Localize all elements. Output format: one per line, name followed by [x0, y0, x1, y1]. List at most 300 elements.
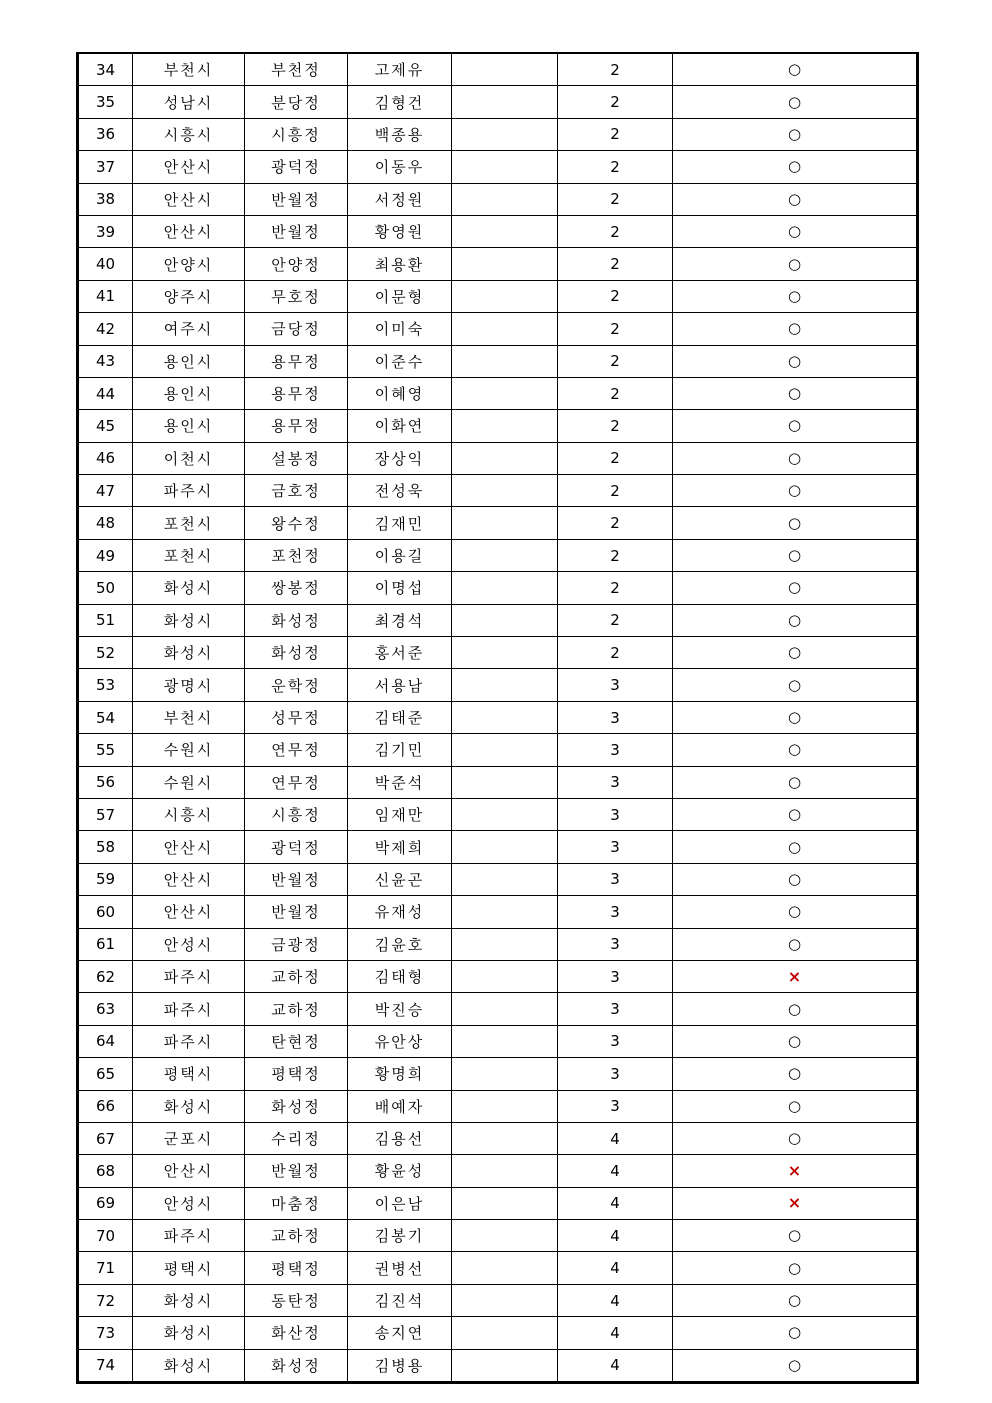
- cell-club: 반월정: [245, 183, 348, 215]
- cell-city: 안성시: [133, 928, 245, 960]
- cell-name: 김윤호: [348, 928, 452, 960]
- cell-city: 이천시: [133, 442, 245, 474]
- cell-count: 2: [558, 442, 673, 474]
- cell-name: 최경석: [348, 604, 452, 636]
- cell-count: 2: [558, 475, 673, 507]
- cell-no: 39: [78, 215, 133, 247]
- cell-count: 2: [558, 280, 673, 312]
- table-row: [78, 53, 918, 86]
- cell-city: 시흥시: [133, 798, 245, 830]
- cell-city: 안성시: [133, 1187, 245, 1219]
- cell-no: 48: [78, 507, 133, 539]
- cell-count: 3: [558, 960, 673, 992]
- cell-blank: [452, 960, 558, 992]
- cell-mark: ○: [673, 313, 918, 345]
- cell-blank: [452, 1122, 558, 1154]
- cell-club: 화성정: [245, 604, 348, 636]
- cell-club: 무호정: [245, 280, 348, 312]
- cell-mark: ○: [673, 86, 918, 118]
- cell-mark: ×: [673, 1187, 918, 1219]
- cell-blank: [452, 215, 558, 247]
- cell-blank: [452, 377, 558, 409]
- table-row: [78, 1025, 918, 1057]
- cell-mark: ○: [673, 475, 918, 507]
- cell-name: 권병선: [348, 1252, 452, 1284]
- cell-name: 신윤곤: [348, 863, 452, 895]
- cell-club: 설봉정: [245, 442, 348, 474]
- cell-count: 2: [558, 604, 673, 636]
- cell-blank: [452, 539, 558, 571]
- cell-city: 군포시: [133, 1122, 245, 1154]
- cell-city: 부천시: [133, 701, 245, 733]
- cell-club: 부천정: [245, 53, 348, 86]
- cell-club: 용무정: [245, 377, 348, 409]
- cell-name: 김태준: [348, 701, 452, 733]
- cell-no: 58: [78, 831, 133, 863]
- cell-no: 45: [78, 410, 133, 442]
- cell-city: 화성시: [133, 1284, 245, 1316]
- cell-city: 광명시: [133, 669, 245, 701]
- cell-city: 안산시: [133, 1155, 245, 1187]
- cell-no: 73: [78, 1317, 133, 1349]
- table-row: [78, 86, 918, 118]
- cell-no: 67: [78, 1122, 133, 1154]
- cell-name: 박제희: [348, 831, 452, 863]
- table-row: [78, 507, 918, 539]
- cell-name: 고제유: [348, 53, 452, 86]
- cell-no: 66: [78, 1090, 133, 1122]
- cell-count: 3: [558, 928, 673, 960]
- table-row: [78, 1220, 918, 1252]
- cell-club: 반월정: [245, 896, 348, 928]
- cell-no: 42: [78, 313, 133, 345]
- cell-club: 화성정: [245, 1349, 348, 1382]
- cell-city: 파주시: [133, 993, 245, 1025]
- table-row: [78, 280, 918, 312]
- cell-blank: [452, 766, 558, 798]
- table-row: [78, 1155, 918, 1187]
- cell-name: 김형건: [348, 86, 452, 118]
- table-row: [78, 377, 918, 409]
- cell-mark: ○: [673, 183, 918, 215]
- cell-mark: ○: [673, 1090, 918, 1122]
- table-row: [78, 863, 918, 895]
- cell-club: 포천정: [245, 539, 348, 571]
- cell-club: 반월정: [245, 215, 348, 247]
- cell-city: 수원시: [133, 734, 245, 766]
- cell-club: 동탄정: [245, 1284, 348, 1316]
- roster-body: [78, 53, 918, 1383]
- table-row: [78, 1090, 918, 1122]
- cell-blank: [452, 1025, 558, 1057]
- cell-blank: [452, 1058, 558, 1090]
- cell-blank: [452, 183, 558, 215]
- cell-count: 2: [558, 410, 673, 442]
- table-row: [78, 1317, 918, 1349]
- cell-name: 임재만: [348, 798, 452, 830]
- cell-blank: [452, 1220, 558, 1252]
- cell-count: 2: [558, 345, 673, 377]
- cell-count: 4: [558, 1252, 673, 1284]
- cell-blank: [452, 475, 558, 507]
- cell-count: 4: [558, 1349, 673, 1382]
- cell-count: 4: [558, 1187, 673, 1219]
- cell-mark: ○: [673, 248, 918, 280]
- cell-name: 김태형: [348, 960, 452, 992]
- cell-count: 4: [558, 1122, 673, 1154]
- cell-mark: ○: [673, 1220, 918, 1252]
- cell-count: 3: [558, 766, 673, 798]
- cell-no: 64: [78, 1025, 133, 1057]
- cell-name: 최용환: [348, 248, 452, 280]
- cell-count: 2: [558, 183, 673, 215]
- cell-count: 3: [558, 831, 673, 863]
- cell-name: 김용선: [348, 1122, 452, 1154]
- cell-mark: ×: [673, 1155, 918, 1187]
- cell-count: 2: [558, 118, 673, 150]
- cell-no: 35: [78, 86, 133, 118]
- cell-no: 55: [78, 734, 133, 766]
- table-row: [78, 993, 918, 1025]
- cell-mark: ○: [673, 572, 918, 604]
- cell-city: 파주시: [133, 475, 245, 507]
- cell-name: 서정원: [348, 183, 452, 215]
- cell-name: 유안상: [348, 1025, 452, 1057]
- cell-name: 이혜영: [348, 377, 452, 409]
- cell-blank: [452, 701, 558, 733]
- cell-blank: [452, 863, 558, 895]
- cell-count: 3: [558, 1090, 673, 1122]
- cell-mark: ○: [673, 928, 918, 960]
- cell-city: 파주시: [133, 960, 245, 992]
- table-row: [78, 475, 918, 507]
- cell-no: 60: [78, 896, 133, 928]
- table-row: [78, 539, 918, 571]
- table-row: [78, 442, 918, 474]
- cell-mark: ○: [673, 53, 918, 86]
- cell-city: 수원시: [133, 766, 245, 798]
- cell-count: 3: [558, 734, 673, 766]
- cell-count: 2: [558, 53, 673, 86]
- cell-mark: ○: [673, 831, 918, 863]
- cell-mark: ○: [673, 345, 918, 377]
- cell-club: 금당정: [245, 313, 348, 345]
- cell-name: 이명섭: [348, 572, 452, 604]
- cell-club: 탄현정: [245, 1025, 348, 1057]
- cell-club: 수리정: [245, 1122, 348, 1154]
- table-row: [78, 831, 918, 863]
- cell-city: 부천시: [133, 53, 245, 86]
- cell-count: 2: [558, 86, 673, 118]
- table-row: [78, 151, 918, 183]
- cell-no: 70: [78, 1220, 133, 1252]
- cell-city: 여주시: [133, 313, 245, 345]
- table-row: [78, 1187, 918, 1219]
- cell-no: 41: [78, 280, 133, 312]
- cell-mark: ○: [673, 993, 918, 1025]
- cell-city: 파주시: [133, 1025, 245, 1057]
- cell-no: 52: [78, 637, 133, 669]
- cell-name: 송지연: [348, 1317, 452, 1349]
- cell-count: 2: [558, 313, 673, 345]
- cell-city: 화성시: [133, 604, 245, 636]
- cell-city: 포천시: [133, 539, 245, 571]
- cell-blank: [452, 604, 558, 636]
- cell-blank: [452, 1317, 558, 1349]
- cell-no: 63: [78, 993, 133, 1025]
- cell-city: 용인시: [133, 345, 245, 377]
- cell-no: 38: [78, 183, 133, 215]
- table-row: [78, 215, 918, 247]
- cell-mark: ○: [673, 507, 918, 539]
- cell-club: 교하정: [245, 993, 348, 1025]
- cell-blank: [452, 637, 558, 669]
- table-row: [78, 1284, 918, 1316]
- cell-name: 이준수: [348, 345, 452, 377]
- table-row: [78, 896, 918, 928]
- cell-no: 57: [78, 798, 133, 830]
- cell-no: 37: [78, 151, 133, 183]
- cell-name: 배예자: [348, 1090, 452, 1122]
- cell-city: 안양시: [133, 248, 245, 280]
- cell-count: 3: [558, 1058, 673, 1090]
- cell-mark: ○: [673, 798, 918, 830]
- cell-count: 3: [558, 993, 673, 1025]
- cell-mark: ○: [673, 701, 918, 733]
- cell-count: 2: [558, 377, 673, 409]
- table-row: [78, 604, 918, 636]
- cell-mark: ○: [673, 151, 918, 183]
- cell-club: 교하정: [245, 960, 348, 992]
- cell-blank: [452, 831, 558, 863]
- cell-city: 안산시: [133, 183, 245, 215]
- cell-blank: [452, 53, 558, 86]
- cell-blank: [452, 993, 558, 1025]
- cell-city: 안산시: [133, 151, 245, 183]
- cell-club: 운학정: [245, 669, 348, 701]
- cell-name: 홍서준: [348, 637, 452, 669]
- cell-no: 59: [78, 863, 133, 895]
- cell-mark: ○: [673, 1122, 918, 1154]
- cell-blank: [452, 86, 558, 118]
- cell-club: 금호정: [245, 475, 348, 507]
- cell-city: 용인시: [133, 410, 245, 442]
- table-row: [78, 410, 918, 442]
- cell-count: 3: [558, 669, 673, 701]
- cell-name: 백종용: [348, 118, 452, 150]
- cell-blank: [452, 1252, 558, 1284]
- cell-count: 4: [558, 1155, 673, 1187]
- cell-count: 2: [558, 215, 673, 247]
- cell-name: 김진석: [348, 1284, 452, 1316]
- cell-no: 74: [78, 1349, 133, 1382]
- cell-name: 이미숙: [348, 313, 452, 345]
- cell-club: 안양정: [245, 248, 348, 280]
- cell-name: 황영원: [348, 215, 452, 247]
- table-row: [78, 248, 918, 280]
- cell-city: 용인시: [133, 377, 245, 409]
- cell-club: 용무정: [245, 345, 348, 377]
- cell-no: 46: [78, 442, 133, 474]
- cell-name: 서용남: [348, 669, 452, 701]
- cell-mark: ○: [673, 896, 918, 928]
- cell-name: 황명희: [348, 1058, 452, 1090]
- cell-club: 금광정: [245, 928, 348, 960]
- cell-blank: [452, 669, 558, 701]
- cell-blank: [452, 572, 558, 604]
- cell-blank: [452, 1155, 558, 1187]
- cell-city: 시흥시: [133, 118, 245, 150]
- cell-city: 화성시: [133, 1317, 245, 1349]
- cell-club: 화성정: [245, 637, 348, 669]
- cell-blank: [452, 442, 558, 474]
- cell-no: 69: [78, 1187, 133, 1219]
- cell-blank: [452, 928, 558, 960]
- cell-club: 화산정: [245, 1317, 348, 1349]
- cell-count: 3: [558, 863, 673, 895]
- cell-blank: [452, 313, 558, 345]
- cell-mark: ○: [673, 863, 918, 895]
- cell-club: 성무정: [245, 701, 348, 733]
- cell-blank: [452, 734, 558, 766]
- cell-club: 반월정: [245, 1155, 348, 1187]
- cell-count: 4: [558, 1220, 673, 1252]
- cell-mark: ○: [673, 669, 918, 701]
- cell-name: 이은남: [348, 1187, 452, 1219]
- cell-name: 김기민: [348, 734, 452, 766]
- cell-club: 평택정: [245, 1058, 348, 1090]
- cell-mark: ×: [673, 960, 918, 992]
- cell-mark: ○: [673, 442, 918, 474]
- cell-count: 2: [558, 539, 673, 571]
- cell-club: 평택정: [245, 1252, 348, 1284]
- cell-mark: ○: [673, 118, 918, 150]
- cell-count: 2: [558, 507, 673, 539]
- table-row: [78, 928, 918, 960]
- cell-count: 2: [558, 248, 673, 280]
- cell-club: 화성정: [245, 1090, 348, 1122]
- cell-blank: [452, 896, 558, 928]
- cell-city: 평택시: [133, 1058, 245, 1090]
- cell-mark: ○: [673, 1317, 918, 1349]
- table-row: [78, 1122, 918, 1154]
- cell-no: 51: [78, 604, 133, 636]
- cell-no: 65: [78, 1058, 133, 1090]
- cell-count: 2: [558, 637, 673, 669]
- cell-city: 화성시: [133, 1090, 245, 1122]
- cell-club: 분당정: [245, 86, 348, 118]
- cell-count: 2: [558, 151, 673, 183]
- cell-name: 유재성: [348, 896, 452, 928]
- cell-blank: [452, 410, 558, 442]
- cell-no: 49: [78, 539, 133, 571]
- table-row: [78, 345, 918, 377]
- cell-city: 안산시: [133, 831, 245, 863]
- table-row: [78, 118, 918, 150]
- table-row: [78, 766, 918, 798]
- cell-mark: ○: [673, 734, 918, 766]
- cell-no: 53: [78, 669, 133, 701]
- cell-city: 평택시: [133, 1252, 245, 1284]
- cell-no: 71: [78, 1252, 133, 1284]
- table-row: [78, 637, 918, 669]
- cell-no: 61: [78, 928, 133, 960]
- cell-club: 연무정: [245, 734, 348, 766]
- cell-club: 시흥정: [245, 118, 348, 150]
- table-row: [78, 572, 918, 604]
- cell-blank: [452, 507, 558, 539]
- cell-name: 김봉기: [348, 1220, 452, 1252]
- cell-blank: [452, 1284, 558, 1316]
- roster-table: [76, 52, 919, 1384]
- cell-blank: [452, 118, 558, 150]
- cell-blank: [452, 1349, 558, 1382]
- cell-city: 양주시: [133, 280, 245, 312]
- cell-city: 화성시: [133, 572, 245, 604]
- table-row: [78, 734, 918, 766]
- cell-blank: [452, 248, 558, 280]
- cell-mark: ○: [673, 1058, 918, 1090]
- cell-club: 용무정: [245, 410, 348, 442]
- table-row: [78, 798, 918, 830]
- cell-no: 62: [78, 960, 133, 992]
- cell-name: 박진승: [348, 993, 452, 1025]
- cell-count: 3: [558, 798, 673, 830]
- cell-mark: ○: [673, 1025, 918, 1057]
- cell-city: 포천시: [133, 507, 245, 539]
- cell-blank: [452, 798, 558, 830]
- cell-name: 장상익: [348, 442, 452, 474]
- table-row: [78, 669, 918, 701]
- cell-name: 황윤성: [348, 1155, 452, 1187]
- table-row: [78, 960, 918, 992]
- cell-city: 화성시: [133, 1349, 245, 1382]
- cell-mark: ○: [673, 410, 918, 442]
- cell-mark: ○: [673, 1349, 918, 1382]
- cell-blank: [452, 1187, 558, 1219]
- cell-blank: [452, 151, 558, 183]
- table-row: [78, 1349, 918, 1382]
- cell-city: 화성시: [133, 637, 245, 669]
- cell-no: 54: [78, 701, 133, 733]
- cell-count: 3: [558, 701, 673, 733]
- cell-club: 반월정: [245, 863, 348, 895]
- cell-no: 47: [78, 475, 133, 507]
- table-row: [78, 701, 918, 733]
- cell-city: 안산시: [133, 896, 245, 928]
- cell-no: 56: [78, 766, 133, 798]
- cell-no: 44: [78, 377, 133, 409]
- cell-name: 이동우: [348, 151, 452, 183]
- cell-blank: [452, 280, 558, 312]
- cell-count: 4: [558, 1284, 673, 1316]
- cell-no: 34: [78, 53, 133, 86]
- cell-club: 마춤정: [245, 1187, 348, 1219]
- cell-name: 이문형: [348, 280, 452, 312]
- cell-mark: ○: [673, 539, 918, 571]
- cell-mark: ○: [673, 1284, 918, 1316]
- cell-club: 광덕정: [245, 151, 348, 183]
- cell-city: 안산시: [133, 863, 245, 895]
- cell-city: 성남시: [133, 86, 245, 118]
- cell-club: 쌍봉정: [245, 572, 348, 604]
- table-row: [78, 1058, 918, 1090]
- cell-mark: ○: [673, 377, 918, 409]
- cell-club: 광덕정: [245, 831, 348, 863]
- table-row: [78, 1252, 918, 1284]
- cell-name: 이용길: [348, 539, 452, 571]
- cell-club: 연무정: [245, 766, 348, 798]
